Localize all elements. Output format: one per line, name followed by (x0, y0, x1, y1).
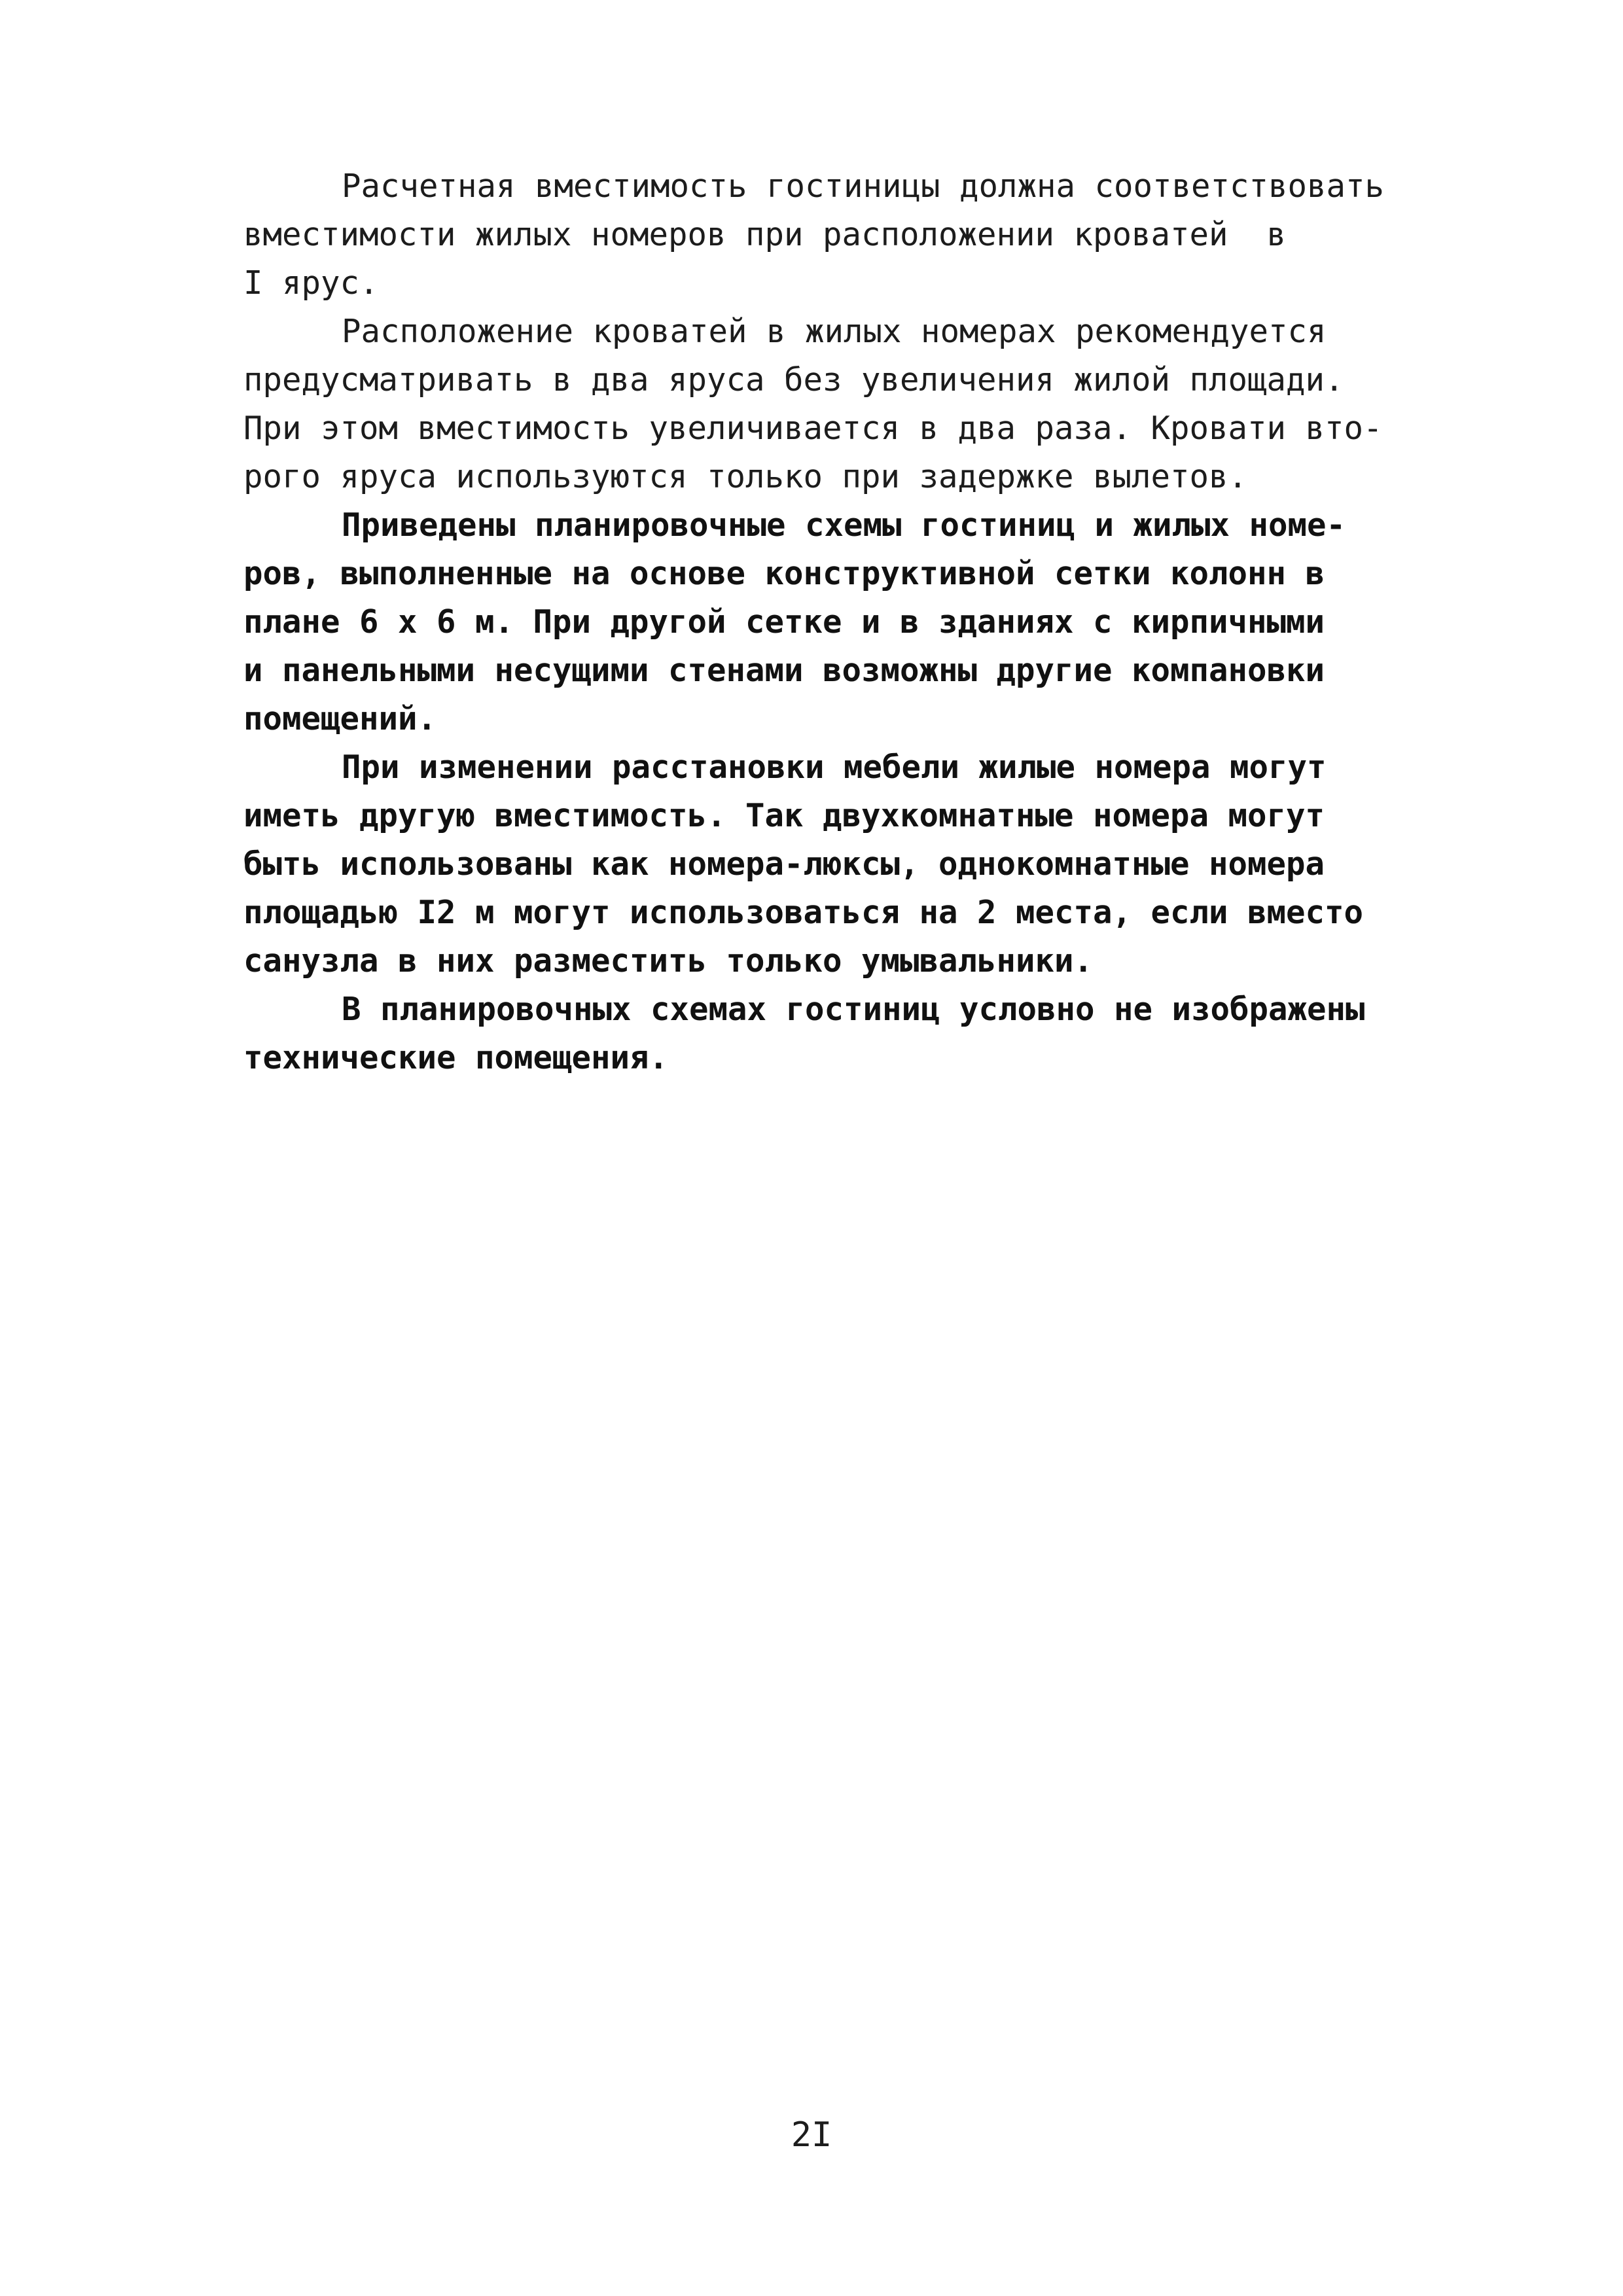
text-line: Расположение кроватей в жилых номерах рекомендуется (342, 313, 1327, 350)
text-line: иметь другую вместимость. Так двухкомнатные номера могут (243, 797, 1325, 834)
text-line: вместимости жилых номеров при расположении кроватей в (243, 216, 1287, 253)
text-line: рого яруса используются только при задержке вылетов. (243, 458, 1248, 495)
text-line: плане 6 х 6 м. При другой сетке и в зданиях с кирпичными (243, 603, 1325, 641)
text-line: I ярус. (243, 264, 379, 302)
paragraph-4 (243, 743, 1435, 985)
text-line: быть использованы как номера-люксы, однокомнатные номера (243, 845, 1325, 883)
text-line: технические помещения. (243, 1039, 669, 1076)
text-line: и панельными несущими стенами возможны другие компановки (243, 652, 1325, 689)
text-line: санузла в них разместить только умывальники. (243, 942, 1094, 980)
text-line: площадью I2 м могут использоваться на 2 места, если вместо (243, 894, 1364, 931)
text-line: Приведены планировочные схемы гостиниц и жилых номе- (342, 506, 1346, 544)
text-line: Расчетная вместимость гостиницы должна соответствовать (342, 168, 1385, 205)
text-line: помещений. (243, 700, 437, 737)
paragraph-1 (243, 162, 1435, 308)
text-line: предусматривать в два яруса без увеличения жилой площади. (243, 361, 1344, 398)
paragraph-3 (243, 501, 1435, 743)
paragraph-2 (243, 308, 1435, 501)
text-line: При этом вместимость увеличивается в два раза. Кровати вто- (243, 410, 1383, 447)
text-line: При изменении расстановки мебели жилые номера могут (342, 749, 1327, 786)
text-line: ров, выполненные на основе конструктивной сетки колонн в (243, 555, 1325, 592)
body-text (243, 162, 1435, 1082)
paragraph-5 (243, 985, 1435, 1082)
text-line: В планировочных схемах гостиниц условно не изображены (342, 991, 1365, 1028)
page-number: 2I (791, 2115, 832, 2155)
